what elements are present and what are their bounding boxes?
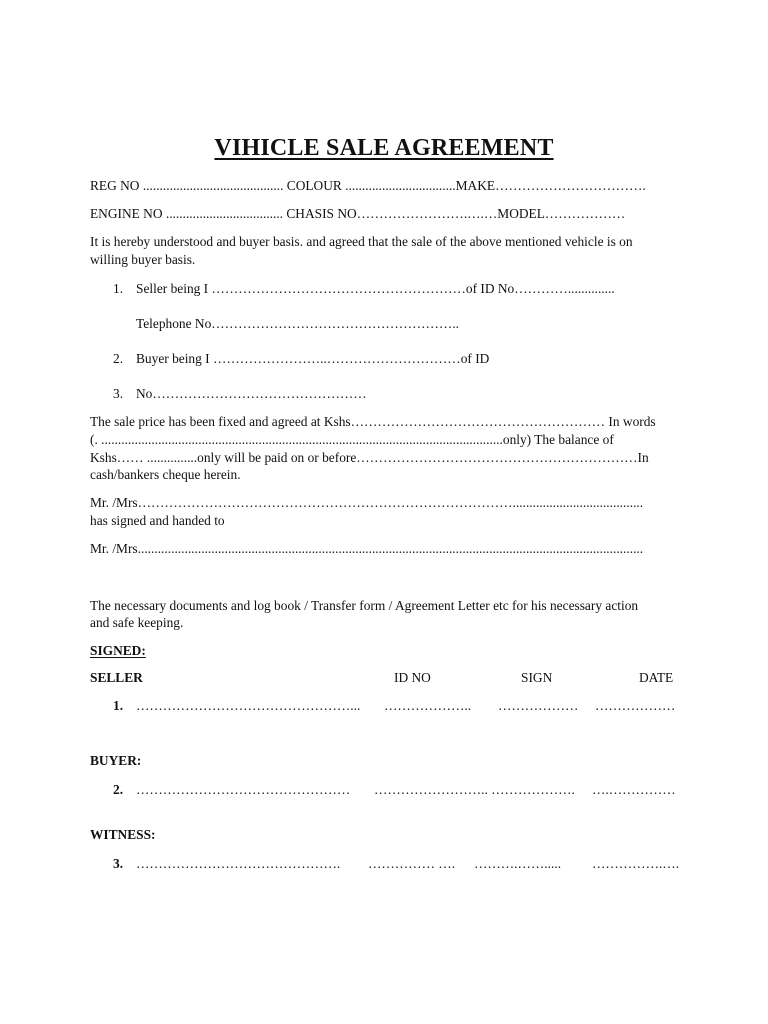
id-number-line: No………………………………………… xyxy=(136,386,367,401)
intro-paragraph-line-1: It is hereby understood and buyer basis. and agreed that the sale of the above mentioned vehicle is on xyxy=(90,234,633,249)
documents-paragraph-line-2: and safe keeping. xyxy=(90,615,184,630)
price-paragraph-line-1: The sale price has been fixed and agreed at Kshs………………………………………………… In words xyxy=(90,414,656,429)
signature-row-1-number: 1. xyxy=(113,698,124,713)
buyer-being-line: Buyer being I ……………………..…………………………of ID xyxy=(136,351,490,366)
documents-paragraph-line-1: The necessary documents and log book / Transfer form / Agreement Letter etc for his necessary action xyxy=(90,598,639,613)
item-3-number: 3. xyxy=(113,386,124,401)
signature-row-3-date: …………….…. xyxy=(592,856,680,871)
signature-row-3-id: …………… …. xyxy=(368,856,456,871)
date-column-header: DATE xyxy=(639,670,674,685)
reg-colour-make-line: REG NO .......................................... COLOUR .................................MAKE……………………………. xyxy=(90,178,646,193)
signature-row-1-sign: ……………… xyxy=(498,698,579,713)
intro-paragraph-line-2: willing buyer basis. xyxy=(90,252,196,267)
witness-heading: WITNESS: xyxy=(90,827,156,842)
signature-row-3-sign: ……….……..... xyxy=(474,856,562,871)
signed-heading: SIGNED: xyxy=(90,643,146,658)
signature-row-2-number: 2. xyxy=(113,782,124,797)
handed-to-line: has signed and handed to xyxy=(90,513,225,528)
document-title: VIHICLE SALE AGREEMENT xyxy=(214,135,554,161)
signature-row-1-date: ……………… xyxy=(595,698,676,713)
sign-column-header: SIGN xyxy=(521,670,553,685)
signature-row-2-date: ….…………… xyxy=(592,782,676,797)
signature-row-2-id-sign: …………………….. ………………. xyxy=(374,782,575,797)
seller-heading: SELLER xyxy=(90,670,143,685)
mr-mrs-signer-line: Mr. /Mrs…………………………………………………………………………....................................... xyxy=(90,495,644,510)
signature-row-3-name: ………………………………………. xyxy=(136,856,341,871)
buyer-heading: BUYER: xyxy=(90,753,142,768)
price-paragraph-line-4: cash/bankers cheque herein. xyxy=(90,467,241,482)
id-no-column-header: ID NO xyxy=(394,670,431,685)
mr-mrs-recipient-line: Mr. /Mrs....................................................................................................................................................... xyxy=(90,541,644,556)
telephone-line: Telephone No……………………………………………….. xyxy=(136,316,460,331)
item-1-number: 1. xyxy=(113,281,124,296)
signature-row-1-id: ……………….. xyxy=(384,698,472,713)
seller-being-line: Seller being I …………………………………………………of ID No………….............. xyxy=(136,281,615,296)
signature-row-2-name: ………………………………………… xyxy=(136,782,351,797)
signature-row-3-number: 3. xyxy=(113,856,124,871)
price-paragraph-line-3: Kshs…… ...............only will be paid on or before………………………………………………………In xyxy=(90,450,649,465)
price-paragraph-line-2: (. ........................................................................................................................only) The balance of xyxy=(90,432,614,447)
signature-row-1-name: …………………………………………... xyxy=(136,698,361,713)
item-2-number: 2. xyxy=(113,351,124,366)
engine-chasis-model-line: ENGINE NO ................................... CHASIS NO…………………….….…MODEL……………… xyxy=(90,206,626,221)
